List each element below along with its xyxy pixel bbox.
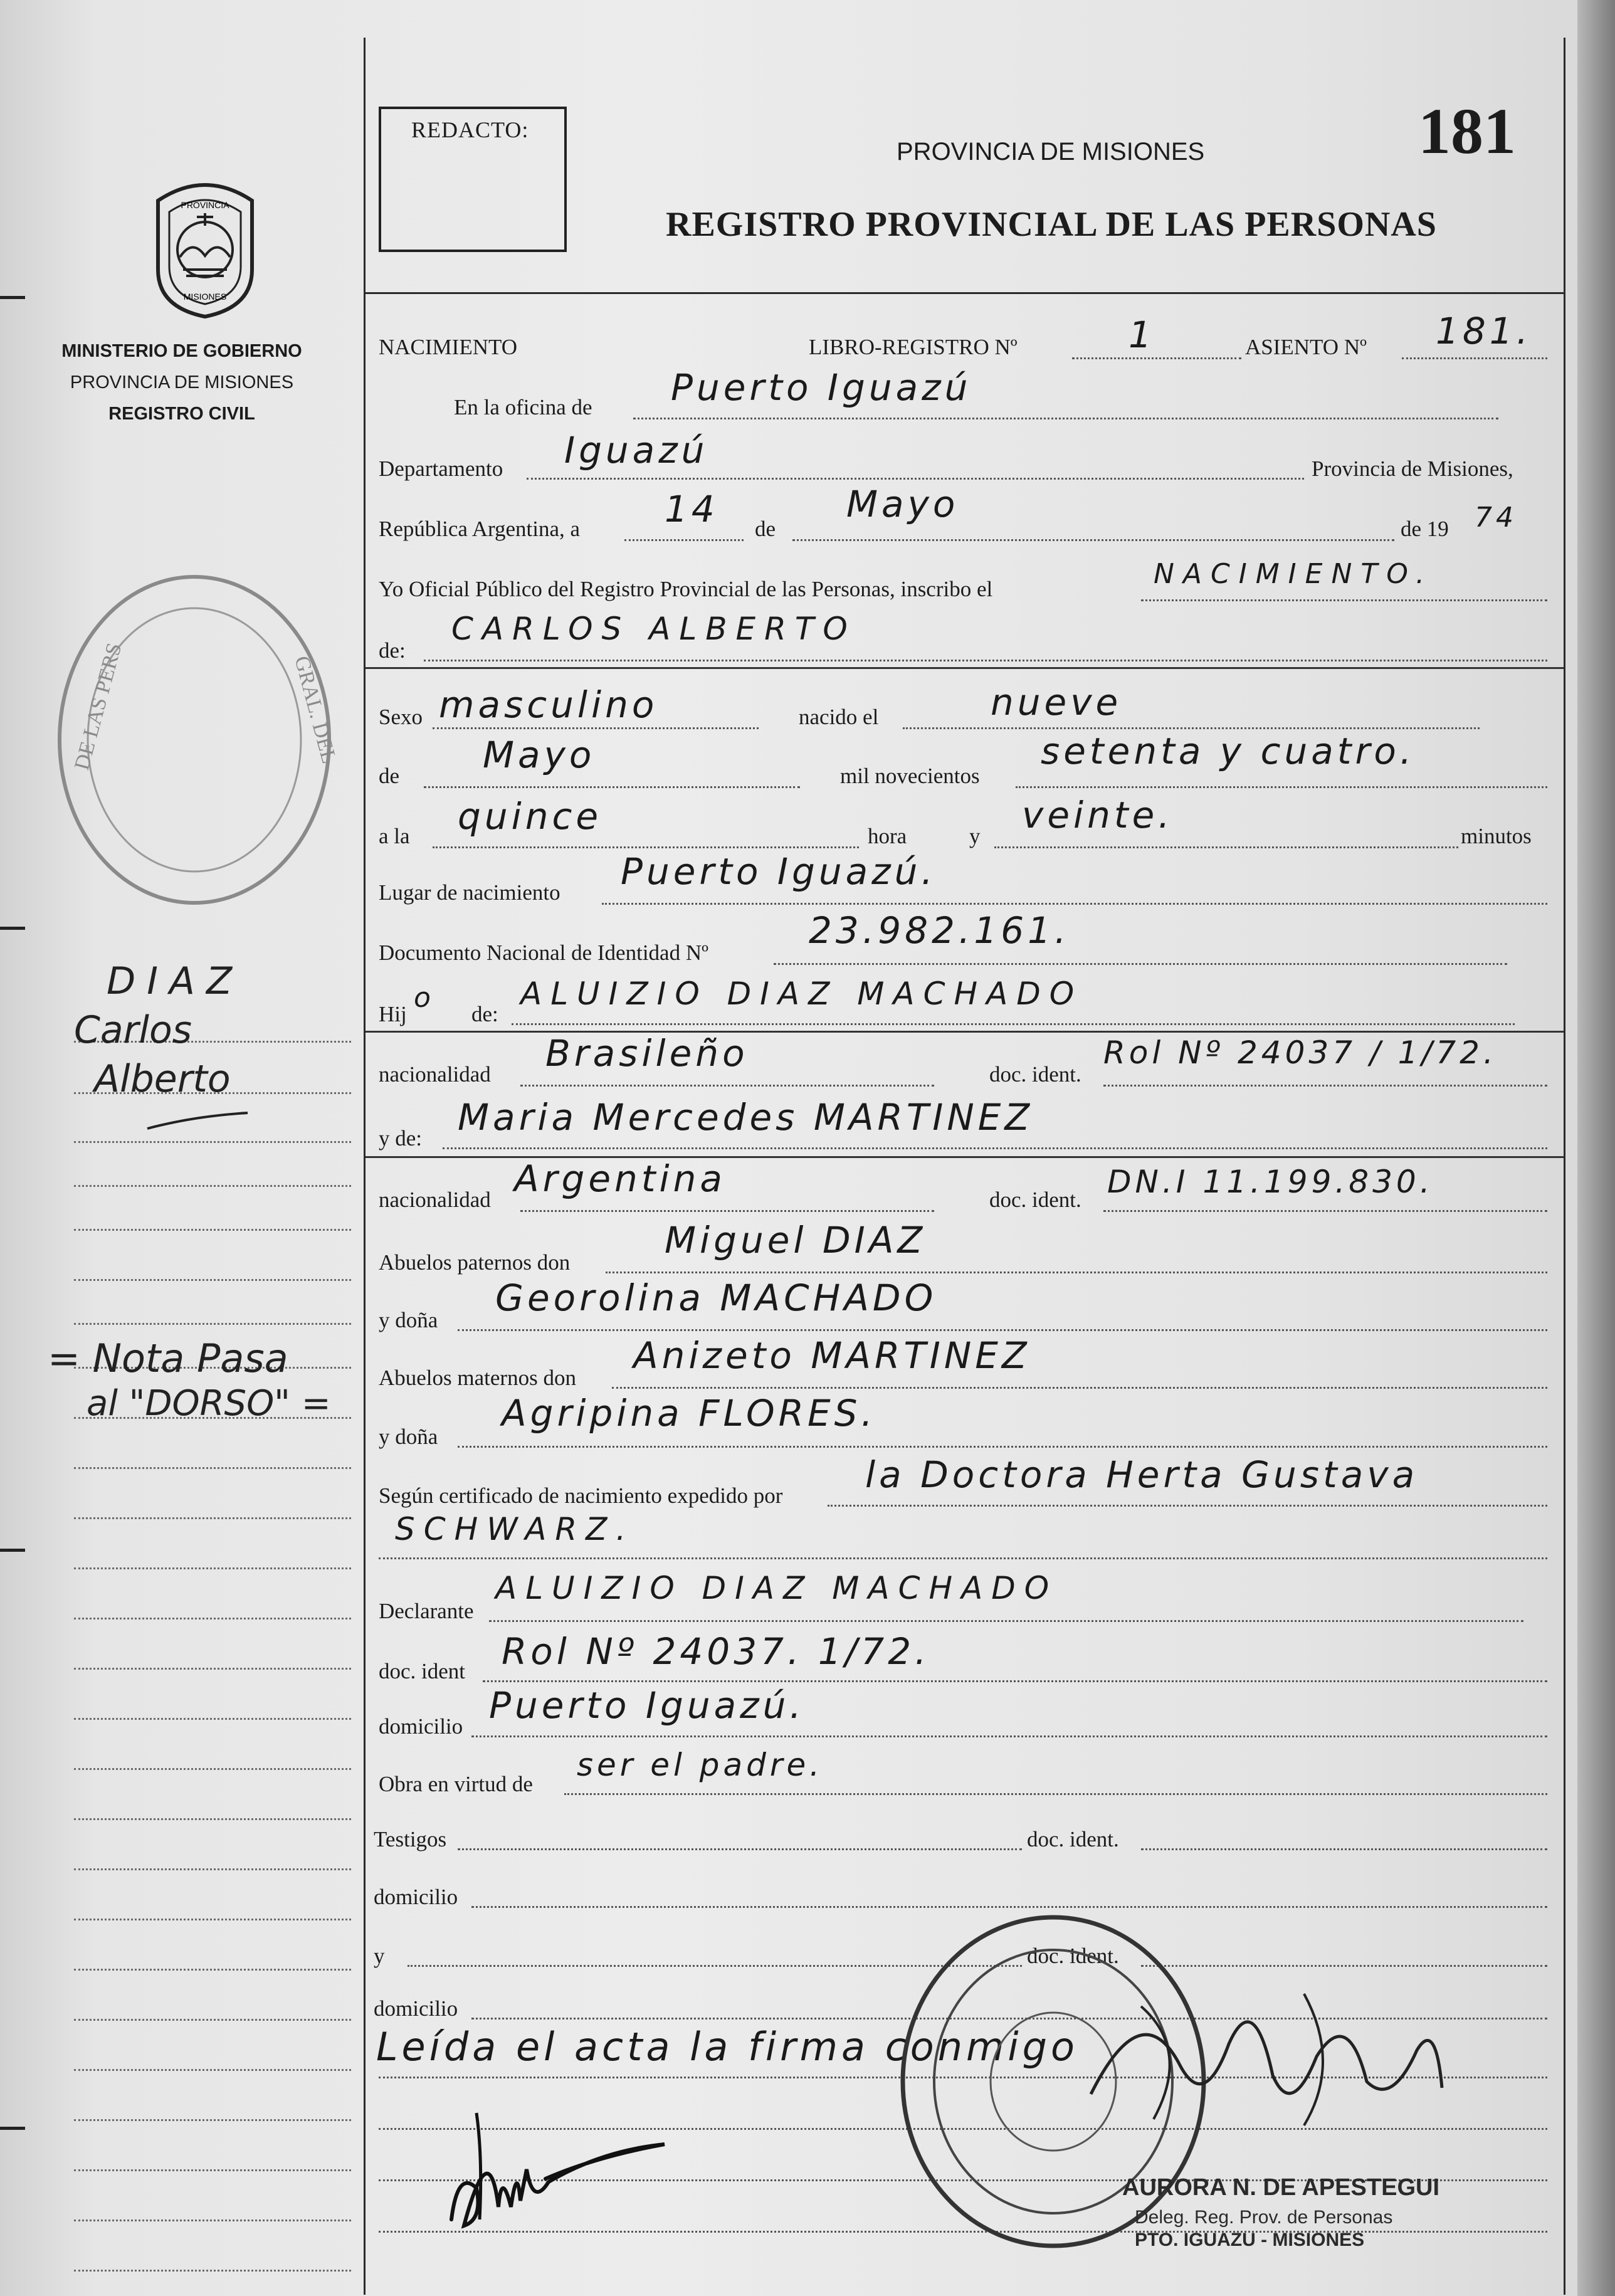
asiento-line: [1402, 357, 1547, 359]
minutos-value: veinte.: [1022, 794, 1174, 836]
margin-line: [74, 2270, 351, 2272]
obra-label: Obra en virtud de: [379, 1772, 533, 1796]
sexo-value: masculino: [439, 683, 658, 726]
certificado-line: [828, 1505, 1547, 1507]
sexo-label: Sexo: [379, 705, 423, 729]
abuela-paterna-value: Georolina MACHADO: [495, 1277, 937, 1319]
ano-label: de 19: [1401, 517, 1449, 541]
official-signature-icon: [1066, 1969, 1455, 2144]
registry-title: REGISTRO PROVINCIAL DE LAS PERSONAS: [666, 205, 1437, 244]
nacido-line: [903, 727, 1480, 729]
declarante-domicilio-value: Puerto Iguazú.: [489, 1684, 805, 1727]
oficial-label: Yo Oficial Público del Registro Provincial de las Personas, inscribo el: [379, 577, 993, 601]
abuelo-materno-line: [612, 1387, 1547, 1389]
margin-note-dorso: = Nota Pasa: [48, 1335, 288, 1381]
header-rule: [366, 292, 1564, 294]
abuelo-paterno-line: [606, 1272, 1547, 1273]
nacido-label: nacido el: [799, 705, 879, 729]
margin-line: [74, 1567, 351, 1569]
margin-line: [74, 2169, 351, 2171]
abuelos-maternos-label: Abuelos maternos don: [379, 1366, 576, 1390]
dia-value: 14: [665, 488, 718, 530]
madre-doc-value: DN.I 11.199.830.: [1107, 1164, 1434, 1200]
testigo-line: [458, 1848, 1022, 1850]
madre-doc-line: [1103, 1210, 1547, 1212]
oficina-label: En la oficina de: [454, 395, 592, 419]
lugar-value: Puerto Iguazú.: [621, 850, 937, 893]
margin-line: [74, 1618, 351, 1619]
svg-text:GRAL. DEL: GRAL. DEL: [290, 653, 341, 766]
margin-line: [74, 1279, 351, 1281]
declarante-label: Declarante: [379, 1599, 474, 1623]
margin-line: [74, 1818, 351, 1820]
declarante-domicilio-label: domicilio: [379, 1714, 463, 1739]
nacido-mes-label: de: [379, 764, 400, 788]
nacido-mes-line: [424, 786, 800, 788]
nombre-line: [424, 660, 1547, 661]
lugar-line: [602, 903, 1547, 905]
libro-label: LIBRO-REGISTRO Nº: [809, 335, 1018, 359]
abuela-paterna-label: y doña: [379, 1308, 438, 1332]
declarante-doc-line: [483, 1680, 1547, 1682]
redacto-label: REDACTO:: [411, 117, 529, 142]
declarante-line: [489, 1620, 1523, 1622]
testigo-2-label: y: [374, 1944, 385, 1968]
padre-nacionalidad-value: Brasileño: [545, 1032, 749, 1075]
nacido-value: nueve: [991, 681, 1122, 724]
declarante-doc-label: doc. ident: [379, 1659, 466, 1683]
abuela-materna-line: [458, 1446, 1547, 1448]
binding-mark: [0, 1549, 25, 1552]
official-name: AURORA N. DE APESTEGUI: [1122, 2174, 1440, 2201]
oficina-value: Puerto Iguazú: [671, 366, 972, 409]
madre-label: y de:: [379, 1126, 423, 1151]
form-title: NACIMIENTO: [379, 335, 518, 359]
provincial-emblem-icon: [145, 176, 265, 320]
minutos-label: minutos: [1461, 824, 1532, 848]
margin-note-surname: DIAZ: [107, 959, 244, 1003]
libro-line: [1072, 357, 1241, 359]
padre-doc-line: [1103, 1085, 1547, 1087]
madre-nacionalidad-value: Argentina: [514, 1157, 726, 1200]
testigo-doc-label: doc. ident.: [1027, 1827, 1119, 1851]
abuelo-materno-value: Anizeto MARTINEZ: [633, 1334, 1031, 1377]
padre-line: [512, 1023, 1515, 1025]
svg-text:PROVINCIA: PROVINCIA: [181, 200, 229, 210]
page-edge-shadow: [1577, 0, 1615, 2296]
right-border: [1564, 38, 1565, 2295]
libro-value: 1: [1128, 313, 1155, 356]
official-place: PTO. IGUAZU - MISIONES: [1135, 2230, 1365, 2250]
padre-nacionalidad-label: nacionalidad: [379, 1062, 491, 1087]
margin-line: [74, 1768, 351, 1770]
ministry-province: PROVINCIA DE MISIONES: [70, 372, 294, 392]
dia-line: [624, 539, 744, 541]
margin-divider: [364, 38, 366, 2295]
madre-line: [443, 1147, 1547, 1149]
binding-mark: [0, 927, 25, 930]
testigo-doc-line: [1141, 1848, 1547, 1850]
asiento-value: 181.: [1436, 310, 1532, 352]
declarante-doc-value: Rol Nº 24037. 1/72.: [502, 1630, 930, 1673]
hijo-de-label: de:: [471, 1002, 498, 1026]
abuela-materna-label: y doña: [379, 1424, 438, 1449]
testigo-2-domicilio-label: domicilio: [374, 1996, 458, 2021]
margin-line: [74, 2019, 351, 2021]
hora-label: hora: [868, 824, 907, 848]
nombre-value: CARLOS ALBERTO: [451, 611, 856, 647]
province-title: PROVINCIA DE MISIONES: [897, 138, 1205, 166]
margin-line: [74, 1969, 351, 1971]
mes-value: Mayo: [846, 483, 959, 525]
declarante-value: ALUIZIO DIAZ MACHADO: [495, 1570, 1058, 1606]
madre-value: Maria Mercedes MARTINEZ: [458, 1096, 1034, 1139]
margin-note-name: Carlos: [74, 1008, 192, 1052]
republica-label: República Argentina, a: [379, 517, 581, 541]
dni-line: [774, 963, 1507, 965]
padre-nacionalidad-line: [520, 1085, 934, 1087]
provincia-label: Provincia de Misiones,: [1312, 456, 1513, 481]
obra-value: ser el padre.: [577, 1747, 824, 1783]
margin-note-name: Alberto: [94, 1057, 231, 1101]
oficina-line: [633, 418, 1498, 419]
margin-dash-icon: [144, 1110, 251, 1135]
madre-nacionalidad-label: nacionalidad: [379, 1187, 491, 1212]
margin-line: [74, 1185, 351, 1187]
margin-line: [74, 1141, 351, 1143]
nacido-mes-value: Mayo: [483, 734, 596, 776]
testigos-label: Testigos: [374, 1827, 447, 1851]
declarante-domicilio-line: [471, 1735, 1547, 1737]
redacto-box: [379, 107, 567, 252]
margin-line: [74, 1668, 351, 1670]
official-title: Deleg. Reg. Prov. de Personas: [1135, 2207, 1393, 2228]
lugar-label: Lugar de nacimiento: [379, 880, 560, 905]
obra-line: [564, 1793, 1547, 1795]
margin-line: [74, 2220, 351, 2221]
ministry-name: MINISTERIO DE GOBIERNO: [61, 341, 302, 361]
madre-nacionalidad-line: [520, 1210, 934, 1212]
departamento-line: [527, 478, 1304, 480]
minutos-line: [994, 846, 1458, 848]
declarant-signature-icon: [439, 2094, 677, 2245]
hijo-suffix: o: [414, 982, 434, 1014]
asiento-label: ASIENTO Nº: [1245, 335, 1367, 359]
margin-note-dorso: al "DORSO" =: [87, 1383, 331, 1424]
ministry-registry: REGISTRO CIVIL: [108, 404, 255, 424]
closing-handwriting: Leída el acta la firma conmigo: [376, 2024, 1078, 2070]
inscribo-line: [1141, 599, 1547, 601]
padre-doc-label: doc. ident.: [989, 1062, 1081, 1087]
margin-line: [74, 1229, 351, 1231]
y-label: y: [969, 824, 981, 848]
ano-value: 74: [1475, 502, 1517, 534]
section-rule: [366, 667, 1564, 669]
margin-line: [74, 2119, 351, 2121]
certificado-value-2: SCHWARZ.: [395, 1511, 635, 1547]
margin-line: [74, 1868, 351, 1870]
margin-line: [74, 1323, 351, 1325]
madre-doc-label: doc. ident.: [989, 1187, 1081, 1212]
abuela-materna-value: Agripina FLORES.: [502, 1392, 876, 1435]
folio-number: 181: [1418, 95, 1516, 167]
abuela-paterna-line: [458, 1329, 1547, 1331]
mil-value: setenta y cuatro.: [1041, 730, 1416, 772]
hora-value: quince: [458, 795, 602, 838]
hora-line: [433, 846, 859, 848]
abuelo-paterno-value: Miguel DIAZ: [665, 1219, 927, 1261]
certificado-line-2: [379, 1557, 1547, 1559]
departamento-label: Departamento: [379, 456, 503, 481]
departamento-value: Iguazú: [564, 429, 708, 471]
abuelos-paternos-label: Abuelos paternos don: [379, 1250, 571, 1275]
de-label: de: [755, 517, 776, 541]
mil-label: mil novecientos: [840, 764, 980, 788]
inscribo-value: NACIMIENTO.: [1154, 558, 1434, 590]
svg-text:DE LAS PERS: DE LAS PERS: [70, 640, 127, 773]
binding-mark: [0, 2127, 25, 2130]
nombre-label: de:: [379, 638, 406, 663]
certificado-label: Según certificado de nacimiento expedido por: [379, 1483, 783, 1508]
hijo-label: Hij: [379, 1002, 407, 1026]
certificado-value: la Doctora Herta Gustava: [865, 1453, 1419, 1496]
dni-value: 23.982.161.: [809, 909, 1070, 952]
margin-line: [74, 1718, 351, 1720]
padre-doc-value: Rol Nº 24037 / 1/72.: [1103, 1035, 1497, 1071]
mes-line: [792, 539, 1394, 541]
sexo-line: [433, 727, 759, 729]
a-la-label: a la: [379, 824, 410, 848]
margin-line: [74, 1919, 351, 1920]
margin-line: [74, 1467, 351, 1469]
mil-line: [1016, 786, 1547, 788]
registry-stamp-icon: [44, 564, 345, 915]
dni-label: Documento Nacional de Identidad Nº: [379, 940, 708, 965]
margin-line: [74, 1517, 351, 1519]
margin-line: [74, 2069, 351, 2071]
testigo-domicilio-label: domicilio: [374, 1885, 458, 1909]
svg-text:MISIONES: MISIONES: [183, 292, 227, 302]
testigo-2-doc-label: doc. ident.: [1027, 1944, 1119, 1968]
padre-value: ALUIZIO DIAZ MACHADO: [520, 976, 1083, 1012]
binding-mark: [0, 296, 25, 299]
